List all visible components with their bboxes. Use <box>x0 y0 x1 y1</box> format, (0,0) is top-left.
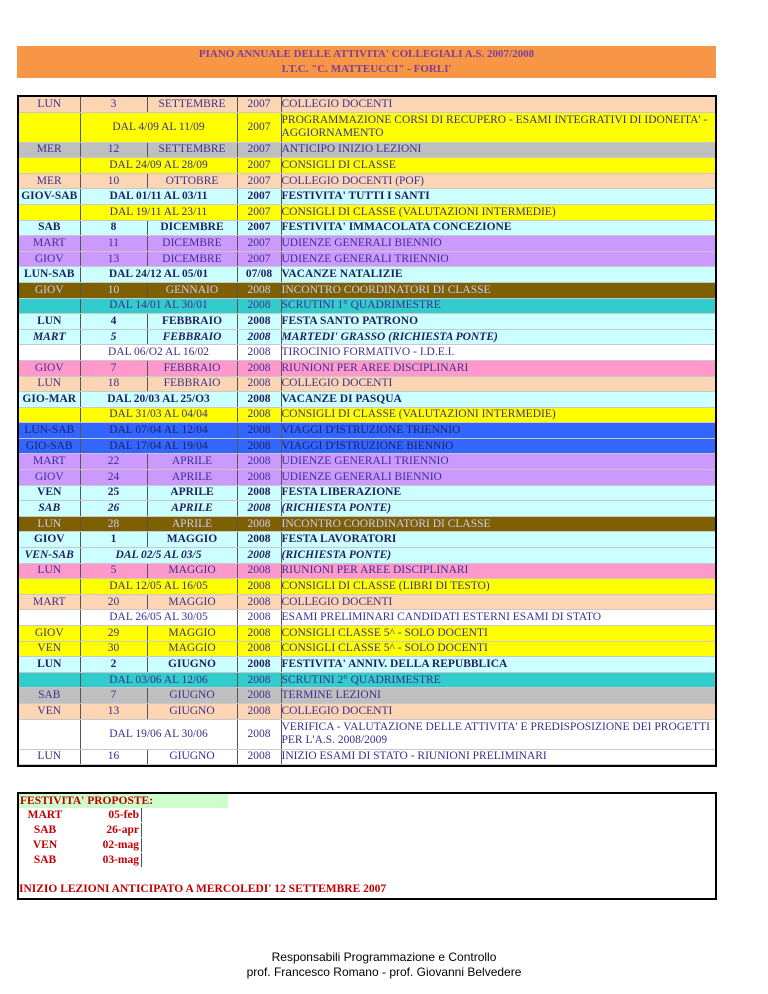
row-event: CONSIGLI DI CLASSE (LIBRI DI TESTO) <box>281 579 715 595</box>
row-date-range: DAL 01/11 AL 03/11 <box>80 189 237 205</box>
row-date-range: DAL 06/O2 AL 16/02 <box>80 345 237 361</box>
row-event: VIAGGI D'ISTRUZIONE TRIENNIO <box>281 423 715 439</box>
row-year: 2008 <box>237 719 281 749</box>
calendar-row <box>19 360 715 376</box>
row-month: APRILE <box>147 470 237 486</box>
row-weekday: VEN-SAB <box>19 548 80 564</box>
row-day-number: 29 <box>80 626 147 642</box>
row-event: (RICHIESTA PONTE) <box>281 548 715 564</box>
calendar-row <box>19 438 715 454</box>
row-event: CONSIGLI DI CLASSE <box>281 158 715 174</box>
row-event: INCONTRO COORDINATORI DI CLASSE <box>281 516 715 532</box>
row-year: 07/08 <box>237 267 281 283</box>
row-event: COLLEGIO DOCENTI <box>281 703 715 719</box>
proposal-date: 05-feb <box>108 809 139 821</box>
row-weekday: MER <box>19 142 80 158</box>
row-year: 2008 <box>237 688 281 704</box>
row-event: ANTICIPO INIZIO LEZIONI <box>281 142 715 158</box>
row-weekday: MART <box>19 454 80 470</box>
calendar-row <box>19 703 715 719</box>
row-year: 2008 <box>237 423 281 439</box>
row-month: MAGGIO <box>147 563 237 579</box>
row-weekday <box>19 672 80 688</box>
row-year: 2008 <box>237 516 281 532</box>
row-day-number: 26 <box>80 501 147 517</box>
proposal-date: 26-apr <box>106 824 139 836</box>
school-name: I.T.C. "C. MATTEUCCI" - FORLI' <box>281 63 452 75</box>
row-year: 2007 <box>237 112 281 142</box>
row-weekday: LUN <box>19 516 80 532</box>
row-weekday: GIO-SAB <box>19 438 80 454</box>
row-weekday <box>19 298 80 314</box>
activities-calendar <box>17 95 717 767</box>
row-year: 2008 <box>237 672 281 688</box>
calendar-row <box>19 345 715 361</box>
row-date-range: DAL 26/05 AL 30/05 <box>80 610 237 626</box>
row-year: 2008 <box>237 329 281 345</box>
row-year: 2007 <box>237 97 281 112</box>
row-year: 2008 <box>237 454 281 470</box>
proposal-item <box>19 808 142 822</box>
row-date-range: DAL 20/03 AL 25/O3 <box>80 392 237 408</box>
calendar-row <box>19 516 715 532</box>
row-month: APRILE <box>147 501 237 517</box>
row-day-number: 10 <box>80 173 147 189</box>
row-weekday <box>19 407 80 423</box>
row-year: 2008 <box>237 749 281 765</box>
row-day-number: 12 <box>80 142 147 158</box>
row-month: DICEMBRE <box>147 220 237 236</box>
row-year: 2008 <box>237 485 281 501</box>
row-day-number: 4 <box>80 314 147 330</box>
row-day-number: 25 <box>80 485 147 501</box>
row-date-range: DAL 12/05 AL 16/05 <box>80 579 237 595</box>
row-event: ESAMI PRELIMINARI CANDIDATI ESTERNI ESAMI DI STATO <box>281 610 715 626</box>
row-event: CONSIGLI DI CLASSE (VALUTAZIONI INTERMEDIE) <box>281 407 715 423</box>
row-month: DICEMBRE <box>147 236 237 252</box>
row-day-number: 13 <box>80 703 147 719</box>
row-month: MAGGIO <box>147 532 237 548</box>
row-event: FESTA LAVORATORI <box>281 532 715 548</box>
row-event: CONSIGLI CLASSE 5^ - SOLO DOCENTI <box>281 626 715 642</box>
row-weekday: VEN <box>19 703 80 719</box>
row-weekday: VEN <box>19 485 80 501</box>
row-date-range: DAL 31/03 AL 04/04 <box>80 407 237 423</box>
row-month: APRILE <box>147 485 237 501</box>
row-weekday: SAB <box>19 501 80 517</box>
row-weekday: GIOV <box>19 360 80 376</box>
row-day-number: 10 <box>80 282 147 298</box>
row-year: 2008 <box>237 501 281 517</box>
row-weekday: GIOV <box>19 626 80 642</box>
row-weekday: VEN <box>19 641 80 657</box>
calendar-row <box>19 548 715 564</box>
row-month: FEBBRAIO <box>147 314 237 330</box>
calendar-row <box>19 392 715 408</box>
row-weekday: GIOV-SAB <box>19 189 80 205</box>
calendar-row <box>19 204 715 220</box>
row-day-number: 30 <box>80 641 147 657</box>
calendar-row <box>19 657 715 673</box>
calendar-row <box>19 158 715 174</box>
row-day-number: 1 <box>80 532 147 548</box>
row-month: SETTEMBRE <box>147 142 237 158</box>
row-event: INIZIO ESAMI DI STATO - RIUNIONI PRELIMINARI <box>281 749 715 765</box>
calendar-row <box>19 329 715 345</box>
row-year: 2008 <box>237 376 281 392</box>
row-day-number: 18 <box>80 376 147 392</box>
row-weekday: LUN <box>19 314 80 330</box>
proposals-title: FESTIVITA' PROPOSTE: <box>19 794 228 808</box>
row-month: GENNAIO <box>147 282 237 298</box>
row-day-number: 11 <box>80 236 147 252</box>
calendar-row <box>19 251 715 267</box>
row-year: 2008 <box>237 438 281 454</box>
row-event: UDIENZE GENERALI TRIENNIO <box>281 454 715 470</box>
calendar-row <box>19 142 715 158</box>
row-year: 2008 <box>237 563 281 579</box>
row-date-range: DAL 24/12 AL 05/01 <box>80 267 237 283</box>
calendar-row <box>19 501 715 517</box>
row-month: APRILE <box>147 454 237 470</box>
row-day-number: 5 <box>80 329 147 345</box>
row-day-number: 24 <box>80 470 147 486</box>
row-day-number: 28 <box>80 516 147 532</box>
calendar-row <box>19 267 715 283</box>
calendar-row <box>19 189 715 205</box>
row-event: COLLEGIO DOCENTI <box>281 376 715 392</box>
footer-responsible-title: Responsabili Programmazione e Controllo <box>271 950 497 964</box>
row-date-range: DAL 14/01 AL 30/01 <box>80 298 237 314</box>
proposal-item <box>19 838 142 852</box>
row-event: RIUNIONI PER AREE DISCIPLINARI <box>281 563 715 579</box>
row-event: FESTIVITA' ANNIV. DELLA REPUBBLICA <box>281 657 715 673</box>
row-weekday <box>19 204 80 220</box>
row-weekday <box>19 345 80 361</box>
row-date-range: DAL 03/06 AL 12/06 <box>80 672 237 688</box>
row-month: GIUGNO <box>147 749 237 765</box>
row-year: 2008 <box>237 579 281 595</box>
row-event: PROGRAMMAZIONE CORSI DI RECUPERO - ESAMI INTEGRATIVI DI IDONEITA' - AGGIORNAMENTO <box>281 112 715 142</box>
row-date-range: DAL 24/09 AL 28/09 <box>80 158 237 174</box>
row-event: INCONTRO COORDINATORI DI CLASSE <box>281 282 715 298</box>
row-year: 2008 <box>237 626 281 642</box>
proposal-item <box>19 823 142 837</box>
row-month: GIUGNO <box>147 703 237 719</box>
row-year: 2008 <box>237 657 281 673</box>
row-year: 2008 <box>237 314 281 330</box>
row-year: 2008 <box>237 470 281 486</box>
row-year: 2007 <box>237 158 281 174</box>
row-day-number: 5 <box>80 563 147 579</box>
row-year: 2008 <box>237 532 281 548</box>
calendar-row <box>19 97 715 112</box>
row-event: RIUNIONI PER AREE DISCIPLINARI <box>281 360 715 376</box>
row-month: MAGGIO <box>147 641 237 657</box>
row-year: 2008 <box>237 360 281 376</box>
calendar-row <box>19 314 715 330</box>
proposal-item <box>19 853 142 867</box>
footer-responsible-names: prof. Francesco Romano - prof. Giovanni Belvedere <box>246 965 522 979</box>
row-event: CONSIGLI DI CLASSE (VALUTAZIONI INTERMEDIE) <box>281 204 715 220</box>
row-day-number: 7 <box>80 360 147 376</box>
row-event: FESTIVITA' TUTTI I SANTI <box>281 189 715 205</box>
row-day-number: 8 <box>80 220 147 236</box>
row-day-number: 2 <box>80 657 147 673</box>
calendar-row <box>19 423 715 439</box>
row-weekday <box>19 719 80 749</box>
row-year: 2008 <box>237 345 281 361</box>
calendar-row <box>19 454 715 470</box>
row-year: 2007 <box>237 142 281 158</box>
row-year: 2008 <box>237 641 281 657</box>
row-weekday <box>19 158 80 174</box>
row-year: 2007 <box>237 204 281 220</box>
row-month: FEBBRAIO <box>147 376 237 392</box>
row-weekday: LUN <box>19 749 80 765</box>
calendar-row <box>19 719 715 749</box>
row-year: 2008 <box>237 594 281 610</box>
row-weekday: LUN-SAB <box>19 267 80 283</box>
calendar-row <box>19 173 715 189</box>
calendar-row <box>19 282 715 298</box>
row-date-range: DAL 02/5 AL 03/5 <box>80 548 237 564</box>
calendar-rows <box>19 97 715 765</box>
calendar-row <box>19 563 715 579</box>
row-weekday: LUN <box>19 563 80 579</box>
row-weekday: SAB <box>19 220 80 236</box>
row-year: 2008 <box>237 548 281 564</box>
row-day-number: 20 <box>80 594 147 610</box>
calendar-row <box>19 236 715 252</box>
row-day-number: 22 <box>80 454 147 470</box>
calendar-row <box>19 672 715 688</box>
proposed-holidays-box <box>17 792 717 900</box>
proposal-weekday: MART <box>27 809 63 821</box>
row-year: 2007 <box>237 173 281 189</box>
row-weekday <box>19 579 80 595</box>
row-event: SCRUTINI 2° QUADRIMESTRE <box>281 672 715 688</box>
row-event: COLLEGIO DOCENTI <box>281 594 715 610</box>
document-title: PIANO ANNUALE DELLE ATTIVITA' COLLEGIALI A.S. 2007/2008 <box>198 48 535 60</box>
row-weekday: LUN <box>19 657 80 673</box>
row-event: MARTEDI' GRASSO (RICHIESTA PONTE) <box>281 329 715 345</box>
row-event: VACANZE DI PASQUA <box>281 392 715 408</box>
row-event: UDIENZE GENERALI TRIENNIO <box>281 251 715 267</box>
calendar-row <box>19 641 715 657</box>
row-date-range: DAL 17/04 AL 19/04 <box>80 438 237 454</box>
row-weekday <box>19 610 80 626</box>
row-month: MAGGIO <box>147 594 237 610</box>
proposal-date: 03-mag <box>102 854 139 866</box>
row-weekday: SAB <box>19 688 80 704</box>
row-event: FESTA SANTO PATRONO <box>281 314 715 330</box>
row-year: 2007 <box>237 251 281 267</box>
proposal-date: 02-mag <box>102 839 139 851</box>
row-event: SCRUTINI 1° QUADRIMESTRE <box>281 298 715 314</box>
row-event: TERMINE LEZIONI <box>281 688 715 704</box>
row-year: 2008 <box>237 392 281 408</box>
calendar-row <box>19 485 715 501</box>
row-year: 2008 <box>237 703 281 719</box>
row-weekday: GIOV <box>19 532 80 548</box>
early-start-note: INIZIO LEZIONI ANTICIPATO A MERCOLEDI' 12 SETTEMBRE 2007 <box>19 883 387 895</box>
row-year: 2007 <box>237 189 281 205</box>
row-date-range: DAL 19/11 AL 23/11 <box>80 204 237 220</box>
row-year: 2008 <box>237 610 281 626</box>
calendar-row <box>19 298 715 314</box>
row-weekday: LUN-SAB <box>19 423 80 439</box>
row-year: 2007 <box>237 236 281 252</box>
row-weekday: MART <box>19 236 80 252</box>
row-event: VACANZE NATALIZIE <box>281 267 715 283</box>
calendar-row <box>19 626 715 642</box>
row-event: FESTIVITA' IMMACOLATA CONCEZIONE <box>281 220 715 236</box>
calendar-row <box>19 407 715 423</box>
calendar-row <box>19 688 715 704</box>
row-event: (RICHIESTA PONTE) <box>281 501 715 517</box>
row-event: UDIENZE GENERALI BIENNIO <box>281 236 715 252</box>
row-month: SETTEMBRE <box>147 97 237 112</box>
row-month: DICEMBRE <box>147 251 237 267</box>
row-event: VERIFICA - VALUTAZIONE DELLE ATTIVITA' E PREDISPOSIZIONE DEI PROGETTI PER L'A.S. 2008/2009 <box>281 719 715 749</box>
proposal-weekday: VEN <box>32 839 58 851</box>
row-event: COLLEGIO DOCENTI (POF) <box>281 173 715 189</box>
row-date-range: DAL 19/06 AL 30/06 <box>80 719 237 749</box>
calendar-row <box>19 610 715 626</box>
row-weekday: GIO-MAR <box>19 392 80 408</box>
row-weekday: GIOV <box>19 251 80 267</box>
row-weekday: GIOV <box>19 470 80 486</box>
calendar-row <box>19 376 715 392</box>
row-day-number: 16 <box>80 749 147 765</box>
row-month: FEBBRAIO <box>147 360 237 376</box>
proposal-weekday: SAB <box>33 824 57 836</box>
row-event: VIAGGI D'ISTRUZIONE BIENNIO <box>281 438 715 454</box>
row-month: GIUGNO <box>147 657 237 673</box>
calendar-row <box>19 532 715 548</box>
row-year: 2008 <box>237 298 281 314</box>
calendar-row <box>19 594 715 610</box>
row-event: COLLEGIO DOCENTI <box>281 97 715 112</box>
row-weekday: MER <box>19 173 80 189</box>
row-weekday: MART <box>19 594 80 610</box>
row-month: MAGGIO <box>147 626 237 642</box>
row-month: FEBBRAIO <box>147 329 237 345</box>
proposal-weekday: SAB <box>33 854 57 866</box>
row-date-range: DAL 4/09 AL 11/09 <box>80 112 237 142</box>
document-title-banner <box>17 46 716 78</box>
row-month: OTTOBRE <box>147 173 237 189</box>
row-event: FESTA LIBERAZIONE <box>281 485 715 501</box>
row-month: APRILE <box>147 516 237 532</box>
calendar-row <box>19 749 715 765</box>
calendar-table <box>19 97 715 765</box>
row-year: 2007 <box>237 220 281 236</box>
row-weekday: GIOV <box>19 282 80 298</box>
row-day-number: 13 <box>80 251 147 267</box>
row-weekday: MART <box>19 329 80 345</box>
row-event: UDIENZE GENERALI BIENNIO <box>281 470 715 486</box>
row-event: CONSIGLI CLASSE 5^ - SOLO DOCENTI <box>281 641 715 657</box>
calendar-row <box>19 220 715 236</box>
calendar-row <box>19 112 715 142</box>
row-year: 2008 <box>237 282 281 298</box>
row-weekday <box>19 112 80 142</box>
calendar-row <box>19 470 715 486</box>
row-event: TIROCINIO FORMATIVO - I.D.E.I. <box>281 345 715 361</box>
row-day-number: 3 <box>80 97 147 112</box>
calendar-row <box>19 579 715 595</box>
row-date-range: DAL 07/04 AL 12/04 <box>80 423 237 439</box>
row-weekday: LUN <box>19 376 80 392</box>
row-year: 2008 <box>237 407 281 423</box>
row-month: GIUGNO <box>147 688 237 704</box>
row-weekday: LUN <box>19 97 80 112</box>
row-day-number: 7 <box>80 688 147 704</box>
